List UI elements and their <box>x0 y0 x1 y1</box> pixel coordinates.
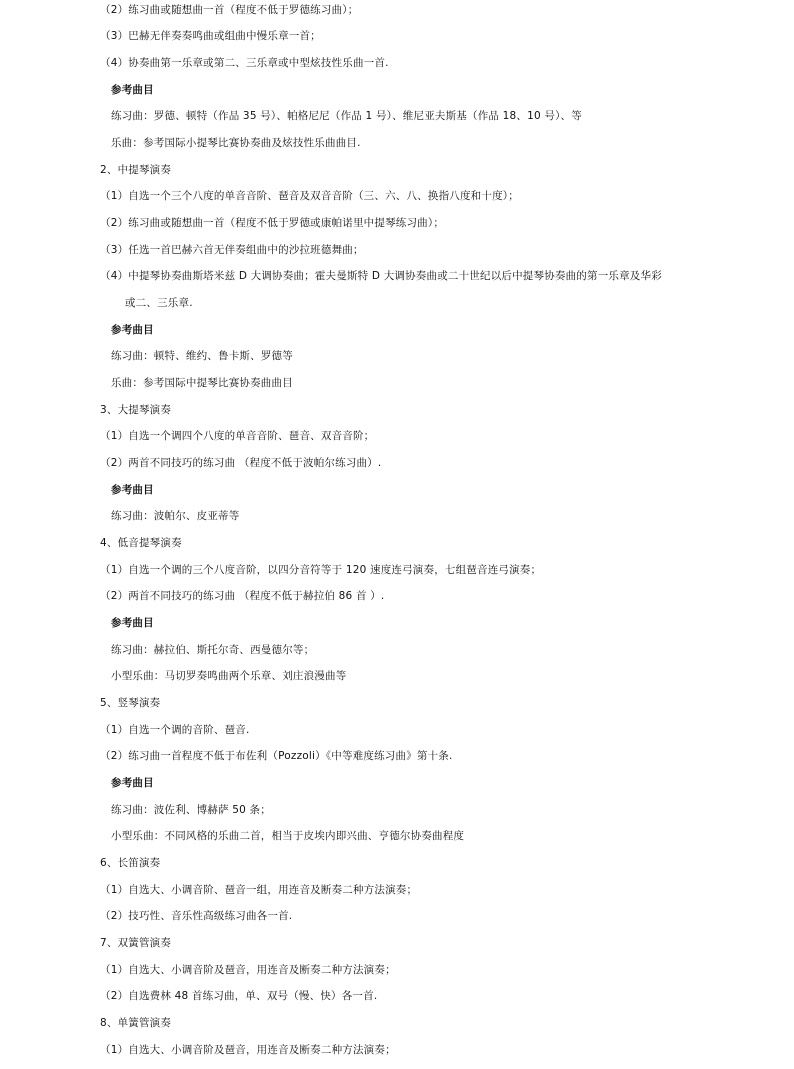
list-item: （3）巴赫无伴奏奏鸣曲或组曲中慢乐章一首； <box>100 30 321 42</box>
list-item: （2）练习曲或随想曲一首（程度不低于罗德练习曲）； <box>100 4 359 16</box>
list-item: 练习曲：罗德、顿特（作品 35 号）、帕格尼尼（作品 1 号）、维尼亚夫斯基（作品 18、10 号）、等 <box>111 110 582 122</box>
reference-heading: 参考曲目 <box>111 84 154 96</box>
list-item: （2）两首不同技巧的练习曲 （程度不低于赫拉伯 86 首 ）. <box>100 590 385 602</box>
list-item-continuation: 或二、三乐章. <box>125 297 193 309</box>
list-item: （4）协奏曲第一乐章或第二、三乐章或中型炫技性乐曲一首. <box>100 57 389 69</box>
list-item: 小型乐曲：马切罗奏鸣曲两个乐章、刘庄浪漫曲等 <box>111 670 347 682</box>
list-item: （1）自选大、小调音阶及琶音，用连音及断奏二种方法演奏； <box>100 964 396 976</box>
section-heading: 2、中提琴演奏 <box>100 164 172 176</box>
list-item: （2）自选费林 48 首练习曲，单、双号（慢、快）各一首. <box>100 990 378 1002</box>
list-item: 乐曲：参考国际小提琴比赛协奏曲及炫技性乐曲曲目. <box>111 137 361 149</box>
section-heading: 7、双簧管演奏 <box>100 937 172 949</box>
list-item: 练习曲：波佐利、博赫萨 50 条； <box>111 804 271 816</box>
section-heading: 5、竖琴演奏 <box>100 697 161 709</box>
section-heading: 4、低音提琴演奏 <box>100 537 182 549</box>
list-item: （1）自选一个调的三个八度音阶，以四分音符等于 120 速度连弓演奏，七组琶音连弓演奏； <box>100 564 542 576</box>
list-item: 练习曲：顿特、维约、鲁卡斯、罗德等 <box>111 350 293 362</box>
list-item: （2）两首不同技巧的练习曲 （程度不低于波帕尔练习曲）. <box>100 457 382 469</box>
list-item: （1）自选大、小调音阶、琶音一组，用连音及断奏二种方法演奏； <box>100 884 418 896</box>
list-item: （3）任选一首巴赫六首无伴奏组曲中的沙拉班德舞曲； <box>100 244 364 256</box>
reference-heading: 参考曲目 <box>111 324 154 336</box>
list-item: （2）练习曲或随想曲一首（程度不低于罗德或康帕诺里中提琴练习曲）； <box>100 217 445 229</box>
reference-heading: 参考曲目 <box>111 484 154 496</box>
section-heading: 8、单簧管演奏 <box>100 1017 172 1029</box>
reference-heading: 参考曲目 <box>111 617 154 629</box>
list-item: 乐曲：参考国际中提琴比赛协奏曲曲目 <box>111 377 293 389</box>
list-item: 小型乐曲：不同风格的乐曲二首，相当于皮埃内即兴曲、亨德尔协奏曲程度 <box>111 830 465 842</box>
list-item: 练习曲：赫拉伯、斯托尔奇、西曼德尔等； <box>111 644 315 656</box>
list-item: （1）自选一个调的音阶、琶音. <box>100 724 250 736</box>
list-item: （4）中提琴协奏曲斯塔米兹 D 大调协奏曲；霍夫曼斯特 D 大调协奏曲或二十世纪以后中提琴协奏曲的第一乐章及华彩 <box>100 270 662 282</box>
list-item: （1）自选大、小调音阶及琶音，用连音及断奏二种方法演奏； <box>100 1044 396 1056</box>
reference-heading: 参考曲目 <box>111 777 154 789</box>
section-heading: 3、大提琴演奏 <box>100 404 172 416</box>
list-item: （2）练习曲一首程度不低于布佐利（Pozzoli）《中等难度练习曲》第十条. <box>100 750 453 762</box>
list-item: （2）技巧性、音乐性高级练习曲各一首. <box>100 910 293 922</box>
list-item: （1）自选一个三个八度的单音音阶、琶音及双音音阶（三、六、八、换指八度和十度）； <box>100 190 519 202</box>
list-item: 练习曲：波帕尔、皮亚蒂等 <box>111 510 240 522</box>
list-item: （1）自选一个调四个八度的单音音阶、琶音、双音音阶； <box>100 430 375 442</box>
section-heading: 6、长笛演奏 <box>100 857 161 869</box>
